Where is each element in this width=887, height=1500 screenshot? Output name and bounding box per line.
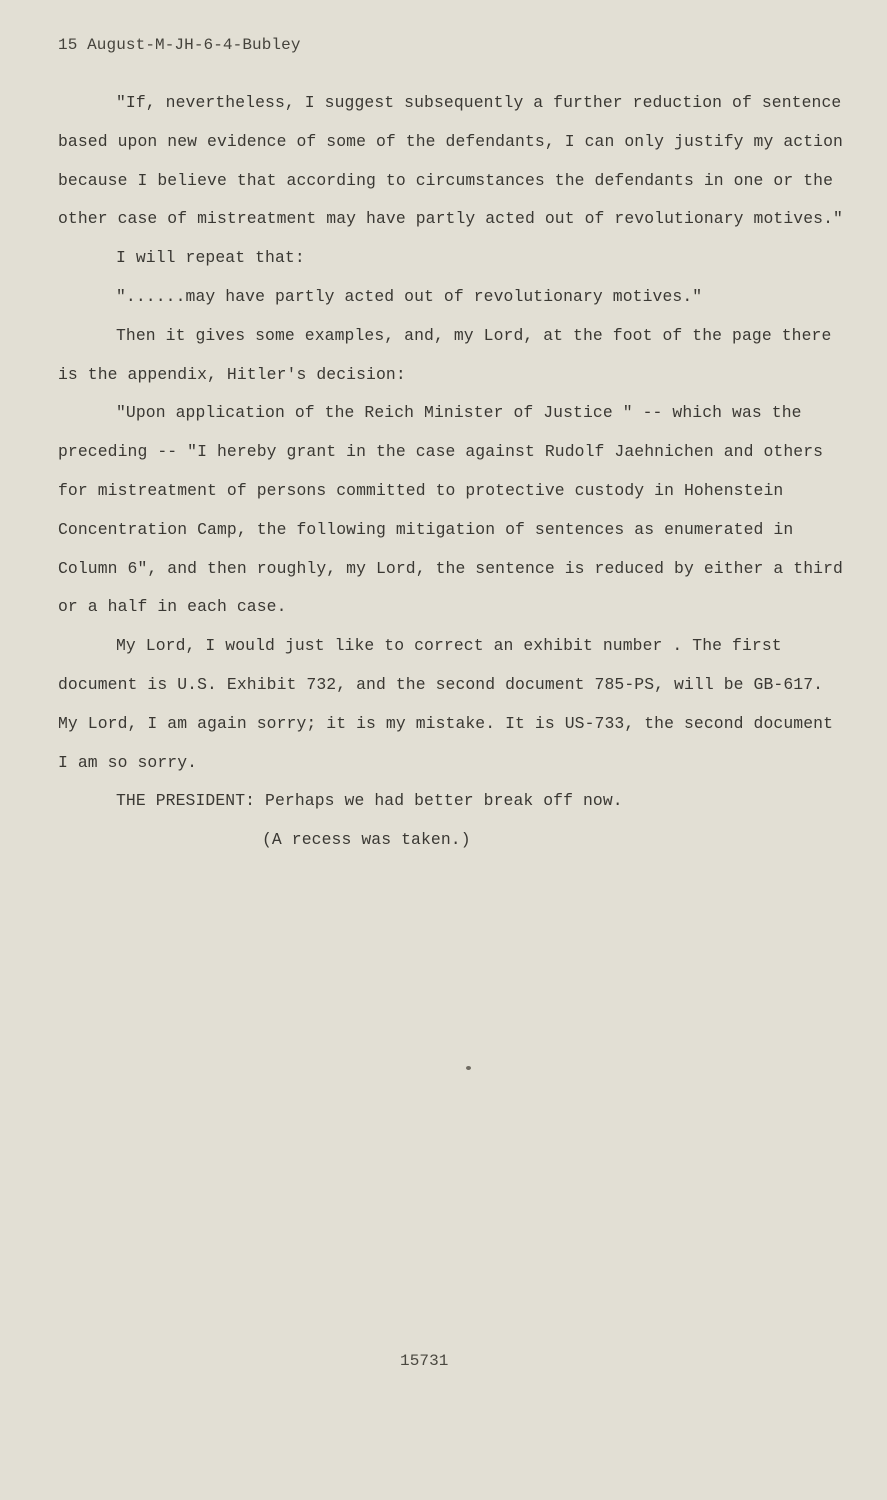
text-line: Concentration Camp, the following mitigation of sentences as enumerated in bbox=[58, 519, 794, 539]
text-line: preceding -- "I hereby grant in the case against Rudolf Jaehnichen and others bbox=[58, 442, 824, 462]
text-line: because I believe that according to circumstances the defendants in one or the bbox=[58, 170, 834, 190]
text-line: for mistreatment of persons committed to protective custody in Hohenstein bbox=[58, 480, 784, 500]
paper-speck bbox=[466, 1066, 471, 1070]
text-line: document is U.S. Exhibit 732, and the second document 785-PS, will be GB-617. bbox=[58, 674, 824, 694]
speaker-line: THE PRESIDENT: Perhaps we had better break off now. bbox=[116, 791, 623, 811]
text-line: I am so sorry. bbox=[58, 752, 198, 772]
text-line: other case of mistreatment may have partly acted out of revolutionary motives." bbox=[58, 209, 843, 229]
transcript-body bbox=[58, 88, 843, 864]
page-reference-header: 15 August-M-JH-6-4-Bubley bbox=[58, 36, 301, 54]
stage-direction: (A recess was taken.) bbox=[262, 830, 471, 850]
text-line: My Lord, I am again sorry; it is my mistake. It is US-733, the second document bbox=[58, 713, 834, 733]
page-number: 15731 bbox=[400, 1352, 449, 1370]
text-line: "Upon application of the Reich Minister of Justice " -- which was the bbox=[116, 403, 802, 423]
text-line: "If, nevertheless, I suggest subsequently a further reduction of sentence bbox=[116, 93, 842, 112]
text-line: Then it gives some examples, and, my Lord, at the foot of the page there bbox=[116, 325, 832, 345]
text-line: Column 6", and then roughly, my Lord, the sentence is reduced by either a third bbox=[58, 558, 843, 578]
text-line: or a half in each case. bbox=[58, 597, 287, 617]
text-line: is the appendix, Hitler's decision: bbox=[58, 364, 406, 384]
text-line: My Lord, I would just like to correct an exhibit number . The first bbox=[116, 636, 782, 656]
text-line: based upon new evidence of some of the defendants, I can only justify my action bbox=[58, 131, 843, 151]
text-line: I will repeat that: bbox=[116, 248, 305, 268]
text-line: "......may have partly acted out of revolutionary motives." bbox=[116, 286, 703, 306]
